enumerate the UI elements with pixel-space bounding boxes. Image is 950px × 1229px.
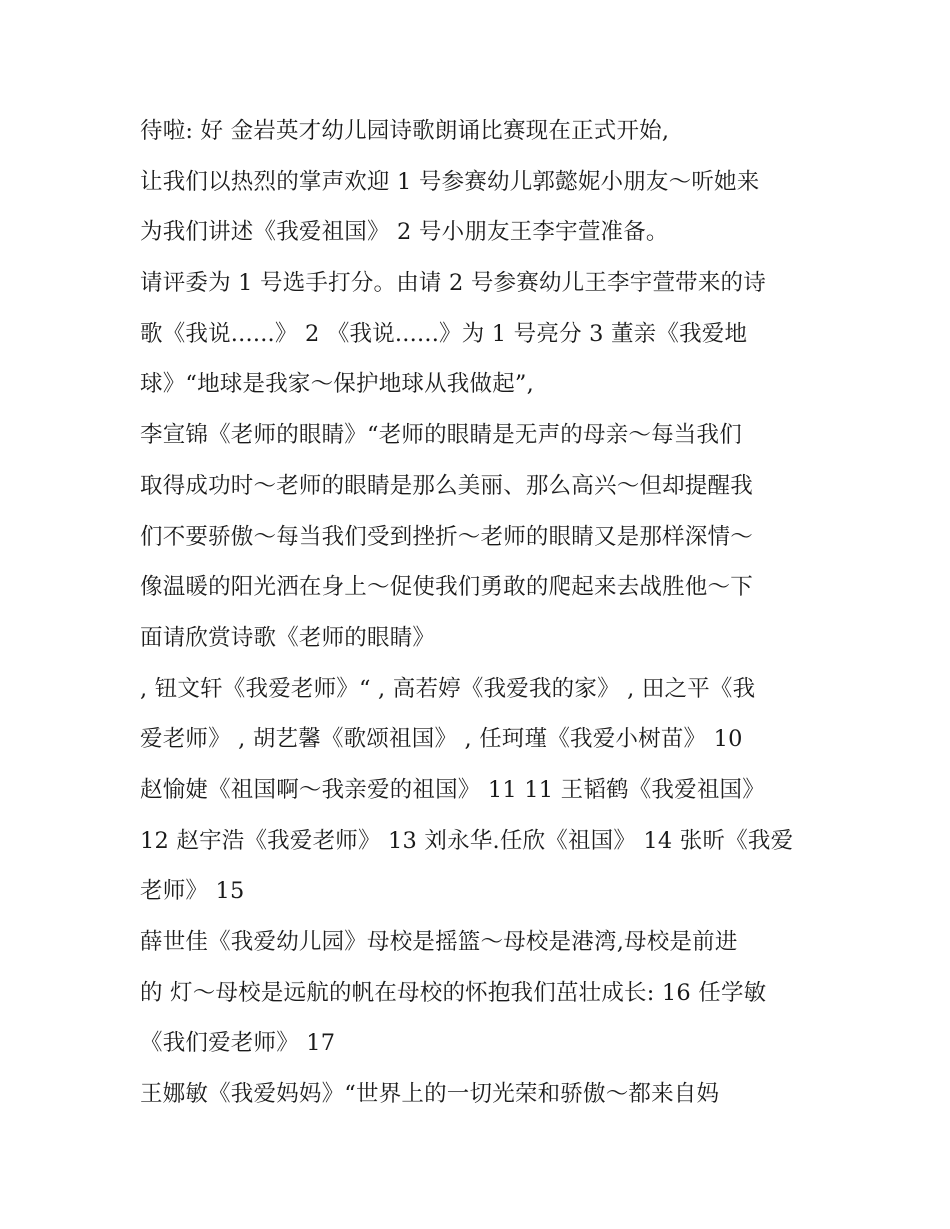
text-line: 面请欣赏诗歌《老师的眼睛》 [140,624,436,651]
text-line: 们不要骄傲～每当我们受到挫折～老师的眼睛又是那样深情～ [140,523,753,550]
text-line: 赵愉婕《祖国啊～我亲爱的祖国》 11 11 王韬鹤《我爱祖国》 [140,776,765,803]
text-line: 的 灯～母校是远航的帆在母校的怀抱我们茁壮成长: 16 任学敏 [140,979,767,1006]
text-line: 球》“地球是我家～保护地球从我做起”, [140,371,534,398]
text-line: 爱老师》 , 胡艺馨《歌颂祖国》 , 任珂瑾《我爱小树苗》 10 [140,726,743,753]
text-line: 12 赵宇浩《我爱老师》 13 刘永华.任欣《祖国》 14 张昕《我爱 [140,827,794,854]
text-line: 王娜敏《我爱妈妈》“世界上的一切光荣和骄傲～都来自妈 [140,1081,720,1108]
text-line: 像温暖的阳光洒在身上～促使我们勇敢的爬起来去战胜他～下 [140,574,753,601]
text-line: 请评委为 1 号选手打分。由请 2 号参赛幼儿王李宇萱带来的诗 [140,270,766,297]
document-body [140,106,840,1120]
text-line: 歌《我说......》 2 《我说......》为 1 号亮分 3 董亲《我爱地 [140,320,748,347]
text-line: 让我们以热烈的掌声欢迎 1 号参赛幼儿郭懿妮小朋友～听她来 [140,168,760,195]
text-line: 为我们讲述《我爱祖国》 2 号小朋友王李宇萱准备。 [140,219,669,246]
text-line: 《我们爱老师》 17 [140,1030,336,1057]
text-line: 待啦: 好 金岩英才幼儿园诗歌朗诵比赛现在正式开始, [140,118,670,144]
text-line: 老师》 15 [140,878,245,905]
text-line: 薛世佳《我爱幼儿园》母校是摇篮～母校是港湾,母校是前进 [140,929,738,955]
text-line: , 钮文轩《我爱老师》“ , 高若婷《我爱我的家》 , 田之平《我 [140,675,756,702]
text-line: 取得成功时～老师的眼睛是那么美丽、那么高兴～但却提醒我 [140,472,753,499]
text-line: 李宣锦《老师的眼睛》“老师的眼睛是无声的母亲～每当我们 [140,422,742,449]
